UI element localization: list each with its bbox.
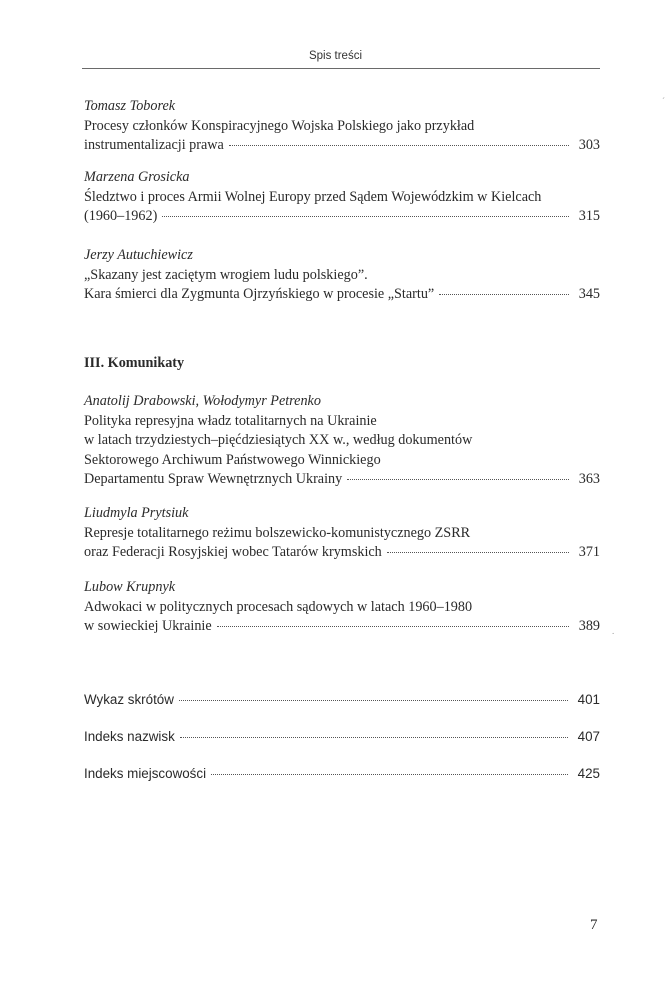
- dot-leader: [229, 145, 569, 146]
- entry-last-line: [84, 543, 600, 563]
- entry-page-number: 363: [578, 471, 600, 487]
- entry-title-line: Departamentu Spraw Wewnętrznych Ukrainy: [84, 471, 343, 487]
- back-matter-label: Wykaz skrótów: [84, 692, 174, 707]
- dot-leader: [439, 294, 568, 295]
- dot-leader: [179, 700, 568, 701]
- entry-page-number: 407: [577, 729, 600, 744]
- entry-title-line: Adwokaci w politycznych procesach sądowych w latach 1960–1980: [84, 598, 473, 615]
- toc-entry[interactable]: [84, 392, 600, 490]
- dot-leader: [211, 774, 568, 775]
- entry-last-line: [84, 617, 600, 637]
- entry-last-line: [84, 727, 600, 746]
- entry-title-line: oraz Federacji Rosyjskiej wobec Tatarów krymskich: [84, 544, 382, 560]
- entry-author: Anatolij Drabowski, Wołodymyr Petrenko: [84, 393, 321, 409]
- entry-page-number: 371: [578, 544, 600, 560]
- running-header: Spis treści: [308, 50, 363, 62]
- entry-last-line: [84, 207, 600, 227]
- dot-leader: [217, 626, 569, 627]
- entry-title-line: Procesy członków Konspiracyjnego Wojska Polskiego jako przykład: [84, 117, 475, 134]
- entry-last-line: [84, 285, 600, 305]
- toc-entry[interactable]: [84, 504, 600, 563]
- entry-author: Liudmyla Prytsiuk: [84, 505, 189, 521]
- entry-title-line: Polityka represyjna władz totalitarnych na Ukrainie: [84, 412, 377, 429]
- dot-leader: [347, 479, 569, 480]
- entry-last-line: [84, 136, 600, 156]
- entry-title-line: Represje totalitarnego reżimu bolszewicko-komunistycznego ZSRR: [84, 524, 471, 541]
- entry-last-line: [84, 764, 600, 783]
- dot-leader: [180, 737, 568, 738]
- entry-title-line: w sowieckiej Ukrainie: [84, 618, 212, 634]
- entry-author: Tomasz Toborek: [84, 98, 176, 114]
- entry-page-number: 389: [578, 618, 600, 634]
- toc-entry[interactable]: [84, 578, 600, 637]
- entry-page-number: 303: [578, 137, 600, 153]
- entry-title-line: w latach trzydziestych–pięćdziesiątych XX w., według dokumentów: [84, 432, 473, 448]
- page-number: 7: [590, 917, 598, 933]
- entry-title-line: Sektorowego Archiwum Państwowego Winnickiego: [84, 451, 381, 468]
- toc-back-matter-entry[interactable]: [84, 727, 600, 746]
- entry-last-line: [84, 690, 600, 709]
- toc-back-matter-entry[interactable]: [84, 764, 600, 783]
- entry-page-number: 425: [577, 766, 600, 781]
- toc-entry[interactable]: [84, 246, 600, 305]
- entry-title-line: Śledztwo i proces Armii Wolnej Europy przed Sądem Wojewódzkim w Kielcach: [84, 188, 542, 205]
- entry-title-line: „Skazany jest zaciętym wrogiem ludu polskiego”.: [84, 266, 368, 283]
- entry-page-number: 401: [577, 692, 600, 707]
- section-heading: III. Komunikaty: [84, 355, 185, 371]
- entry-author: Lubow Krupnyk: [84, 579, 176, 595]
- entry-author: Jerzy Autuchiewicz: [84, 247, 193, 263]
- entry-title-line: instrumentalizacji prawa: [84, 137, 224, 153]
- entry-last-line: [84, 470, 600, 490]
- toc-entry[interactable]: [84, 97, 600, 156]
- toc-entry[interactable]: [84, 168, 600, 227]
- scan-speck: ´: [662, 96, 665, 106]
- scan-speck: .: [612, 626, 615, 636]
- entry-title-line: Kara śmierci dla Zygmunta Ojrzyńskiego w procesie „Startu”: [84, 286, 435, 302]
- toc-back-matter-entry[interactable]: [84, 690, 600, 709]
- entry-title-line: (1960–1962): [84, 208, 158, 224]
- back-matter-label: Indeks nazwisk: [84, 729, 175, 744]
- header-rule: [82, 68, 600, 69]
- dot-leader: [162, 216, 568, 217]
- dot-leader: [387, 552, 569, 553]
- back-matter-label: Indeks miejscowości: [84, 766, 207, 781]
- entry-author: Marzena Grosicka: [84, 169, 190, 185]
- entry-page-number: 345: [578, 286, 600, 302]
- entry-page-number: 315: [578, 208, 600, 224]
